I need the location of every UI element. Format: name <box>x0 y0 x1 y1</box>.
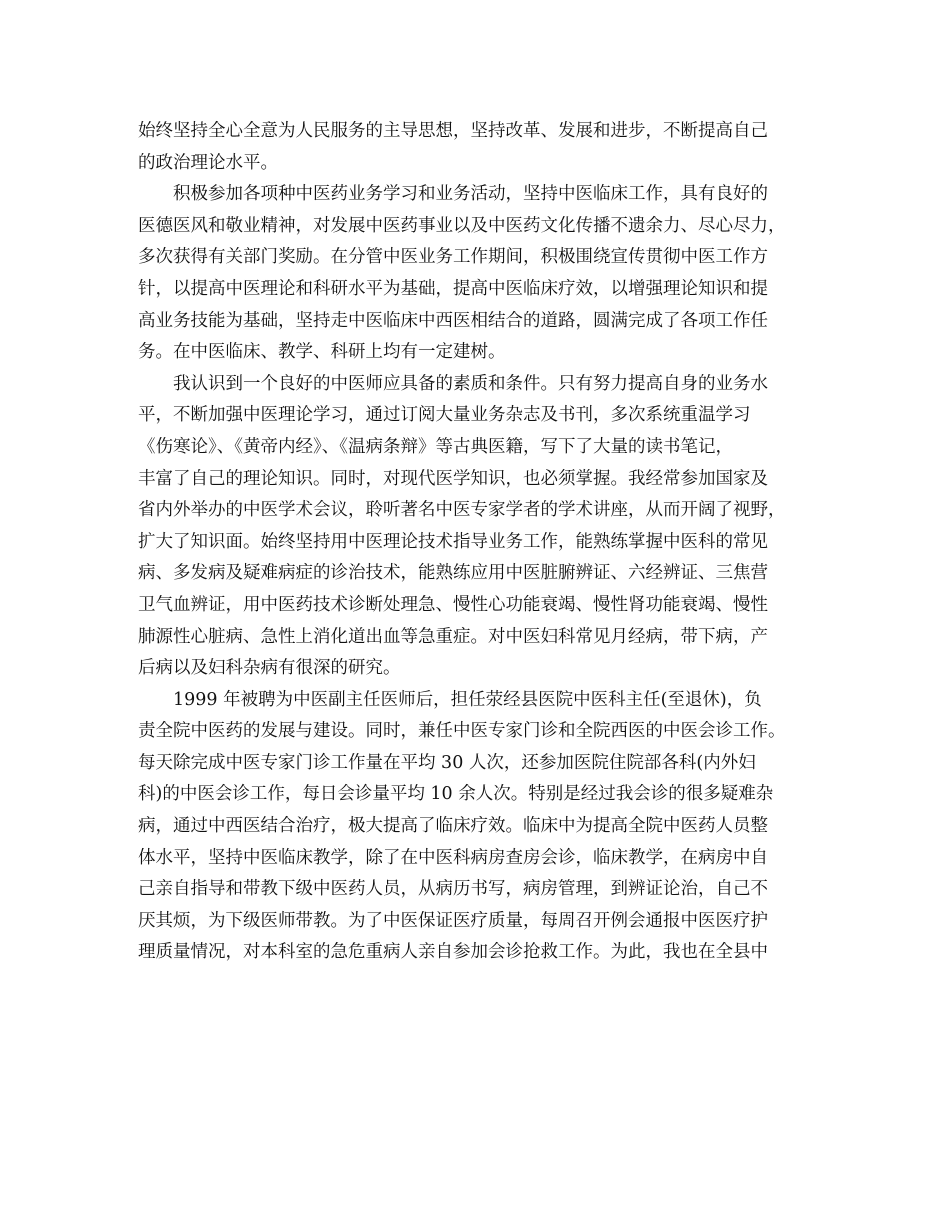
text-line: 我认识到一个良好的中医师应具备的素质和条件。只有努力提高自身的业务水 <box>173 373 768 394</box>
text-line: 每天除完成中医专家门诊工作量在平均 30 人次，还参加医院住院部各科(内外妇 <box>138 752 756 773</box>
text-line: 丰富了自己的理论知识。同时，对现代医学知识，也必须掌握。我经常参加国家及 <box>138 468 768 489</box>
text-line: 科)的中医会诊工作，每日会诊量平均 10 余人次。特别是经过我会诊的很多疑难杂 <box>138 784 774 805</box>
text-line: 病、多发病及疑难病症的诊治技术，能熟练应用中医脏腑辨证、六经辨证、三焦营 <box>138 563 768 584</box>
text-line: 扩大了知识面。始终坚持用中医理论技术指导业务工作，能熟练掌握中医科的常见 <box>138 531 768 552</box>
text-line: 针，以提高中医理论和科研水平为基础，提高中医临床疗效，以增强理论知识和提 <box>138 278 768 299</box>
text-line: 积极参加各项种中医药业务学习和业务活动，坚持中医临床工作，具有良好的 <box>173 184 768 205</box>
text-line: 医德医风和敬业精神，对发展中医药事业以及中医药文化传播不遗余力、尽心尽力， <box>138 215 786 236</box>
text-line: 高业务技能为基础，坚持走中医临床中西医相结合的道路，圆满完成了各项工作任 <box>138 310 768 331</box>
text-line: 厌其烦，为下级医师带教。为了中医保证医疗质量，每周召开例会通报中医医疗护 <box>138 910 768 931</box>
text-line: 的政治理论水平。 <box>138 152 278 173</box>
text-line: 务。在中医临床、教学、科研上均有一定建树。 <box>138 342 506 363</box>
text-line: 病，通过中西医结合治疗，极大提高了临床疗效。临床中为提高全院中医药人员整 <box>138 816 768 837</box>
text-line: 多次获得有关部门奖励。在分管中医业务工作期间，积极围绕宣传贯彻中医工作方 <box>138 247 768 268</box>
text-line: 责全院中医药的发展与建设。同时，兼任中医专家门诊和全院西医的中医会诊工作。 <box>138 721 786 742</box>
text-line: 肺源性心脏病、急性上消化道出血等急重症。对中医妇科常见月经病，带下病，产 <box>138 626 768 647</box>
text-line: 省内外举办的中医学术会议，聆听著名中医专家学者的学术讲座，从而开阔了视野， <box>138 500 786 521</box>
text-line: 理质量情况，对本科室的急危重病人亲自参加会诊抢救工作。为此，我也在全县中 <box>138 942 768 963</box>
text-line: 始终坚持全心全意为人民服务的主导思想，坚持改革、发展和进步，不断提高自己 <box>138 121 768 141</box>
text-line: 卫气血辨证，用中医药技术诊断处理急、慢性心功能衰竭、慢性肾功能衰竭、慢性 <box>138 594 768 615</box>
text-line: 1999 年被聘为中医副主任医师后，担任荥经县医院中医科主任(至退休)，负 <box>173 689 762 710</box>
text-line: 平，不断加强中医理论学习，通过订阅大量业务杂志及书刊，多次系统重温学习 <box>138 405 751 426</box>
text-line: 体水平，坚持中医临床教学，除了在中医科病房查房会诊，临床教学，在病房中自 <box>138 847 768 868</box>
text-line: 后病以及妇科杂病有很深的研究。 <box>138 658 401 679</box>
text-line: 《伤寒论》、《黄帝内经》、《温病条辩》等古典医籍，写下了大量的读书笔记， <box>138 436 733 457</box>
document-page <box>138 116 814 969</box>
text-line: 己亲自指导和带教下级中医药人员，从病历书写，病房管理，到辨证论治，自己不 <box>138 879 768 900</box>
